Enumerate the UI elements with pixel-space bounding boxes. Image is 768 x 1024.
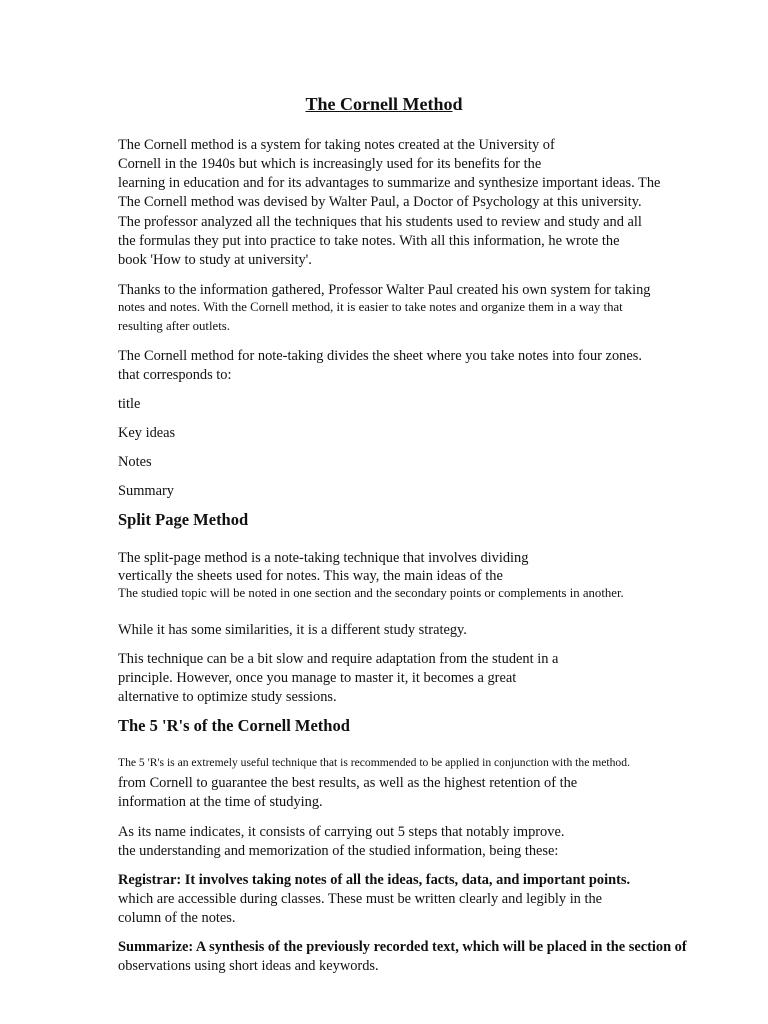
- registrar-line: column of the notes.: [118, 910, 236, 926]
- intro-line: The professor analyzed all the techniques that his students used to review and study and all: [118, 214, 642, 230]
- para2-line: notes and notes. With the Cornell method, it is easier to take notes and organize them in a way that: [118, 300, 623, 314]
- split-line: The studied topic will be noted in one section and the secondary points or complements in another.: [118, 586, 624, 600]
- split-line-2: While it has some similarities, it is a different study strategy.: [118, 622, 467, 638]
- intro-line: learning in education and for its advantages to summarize and synthesize important ideas. The: [118, 175, 661, 191]
- summarize-line: observations using short ideas and keywords.: [118, 958, 379, 974]
- zone-item: title: [118, 396, 141, 412]
- registrar-line: which are accessible during classes. These must be written clearly and legibly in the: [118, 891, 603, 907]
- rs-line-2: As its name indicates, it consists of carrying out 5 steps that notably improve.: [118, 824, 565, 840]
- document-title: [0, 95, 768, 113]
- five-rs-heading: The 5 'R's of the Cornell Method: [118, 716, 350, 735]
- para2-line: resulting after outlets.: [118, 319, 230, 333]
- para2-line: Thanks to the information gathered, Professor Walter Paul created his own system for taking: [118, 282, 651, 298]
- split-page-heading: Split Page Method: [118, 510, 249, 529]
- zone-item: Summary: [118, 483, 174, 499]
- intro-line: Cornell in the 1940s but which is increasingly used for its benefits for the: [118, 156, 542, 172]
- rs-line-2: the understanding and memorization of the studied information, being these:: [118, 843, 559, 859]
- summarize-term: Summarize: A synthesis of the previously recorded text, which will be placed in the section of: [118, 939, 687, 955]
- split-line: The split-page method is a note-taking technique that involves dividing: [118, 550, 529, 566]
- zone-item: Key ideas: [118, 425, 176, 441]
- registrar-term: Registrar: It involves taking notes of all the ideas, facts, data, and important points.: [118, 872, 631, 888]
- zone-item: Notes: [118, 454, 152, 470]
- rs-line: information at the time of studying.: [118, 794, 323, 810]
- split-line-3: principle. However, once you manage to master it, it becomes a great: [118, 670, 517, 686]
- rs-line: The 5 'R's is an extremely useful technique that is recommended to be applied in conjunction with the method.: [118, 756, 630, 769]
- intro-line: book 'How to study at university'.: [118, 252, 312, 268]
- para3-line: that corresponds to:: [118, 367, 232, 383]
- intro-line: The Cornell method was devised by Walter Paul, a Doctor of Psychology at this university.: [118, 194, 642, 210]
- para3-line: The Cornell method for note-taking divides the sheet where you take notes into four zones.: [118, 348, 642, 364]
- intro-line: the formulas they put into practice to take notes. With all this information, he wrote the: [118, 233, 620, 249]
- split-line-3: This technique can be a bit slow and require adaptation from the student in a: [118, 651, 559, 667]
- split-line: vertically the sheets used for notes. This way, the main ideas of the: [118, 568, 503, 584]
- document-title-tail: d: [452, 94, 463, 114]
- split-line-3: alternative to optimize study sessions.: [118, 689, 337, 705]
- intro-line: The Cornell method is a system for taking notes created at the University of: [118, 137, 555, 153]
- rs-line: from Cornell to guarantee the best results, as well as the highest retention of the: [118, 775, 578, 791]
- document-title-underlined: The Cornell Metho: [305, 94, 453, 114]
